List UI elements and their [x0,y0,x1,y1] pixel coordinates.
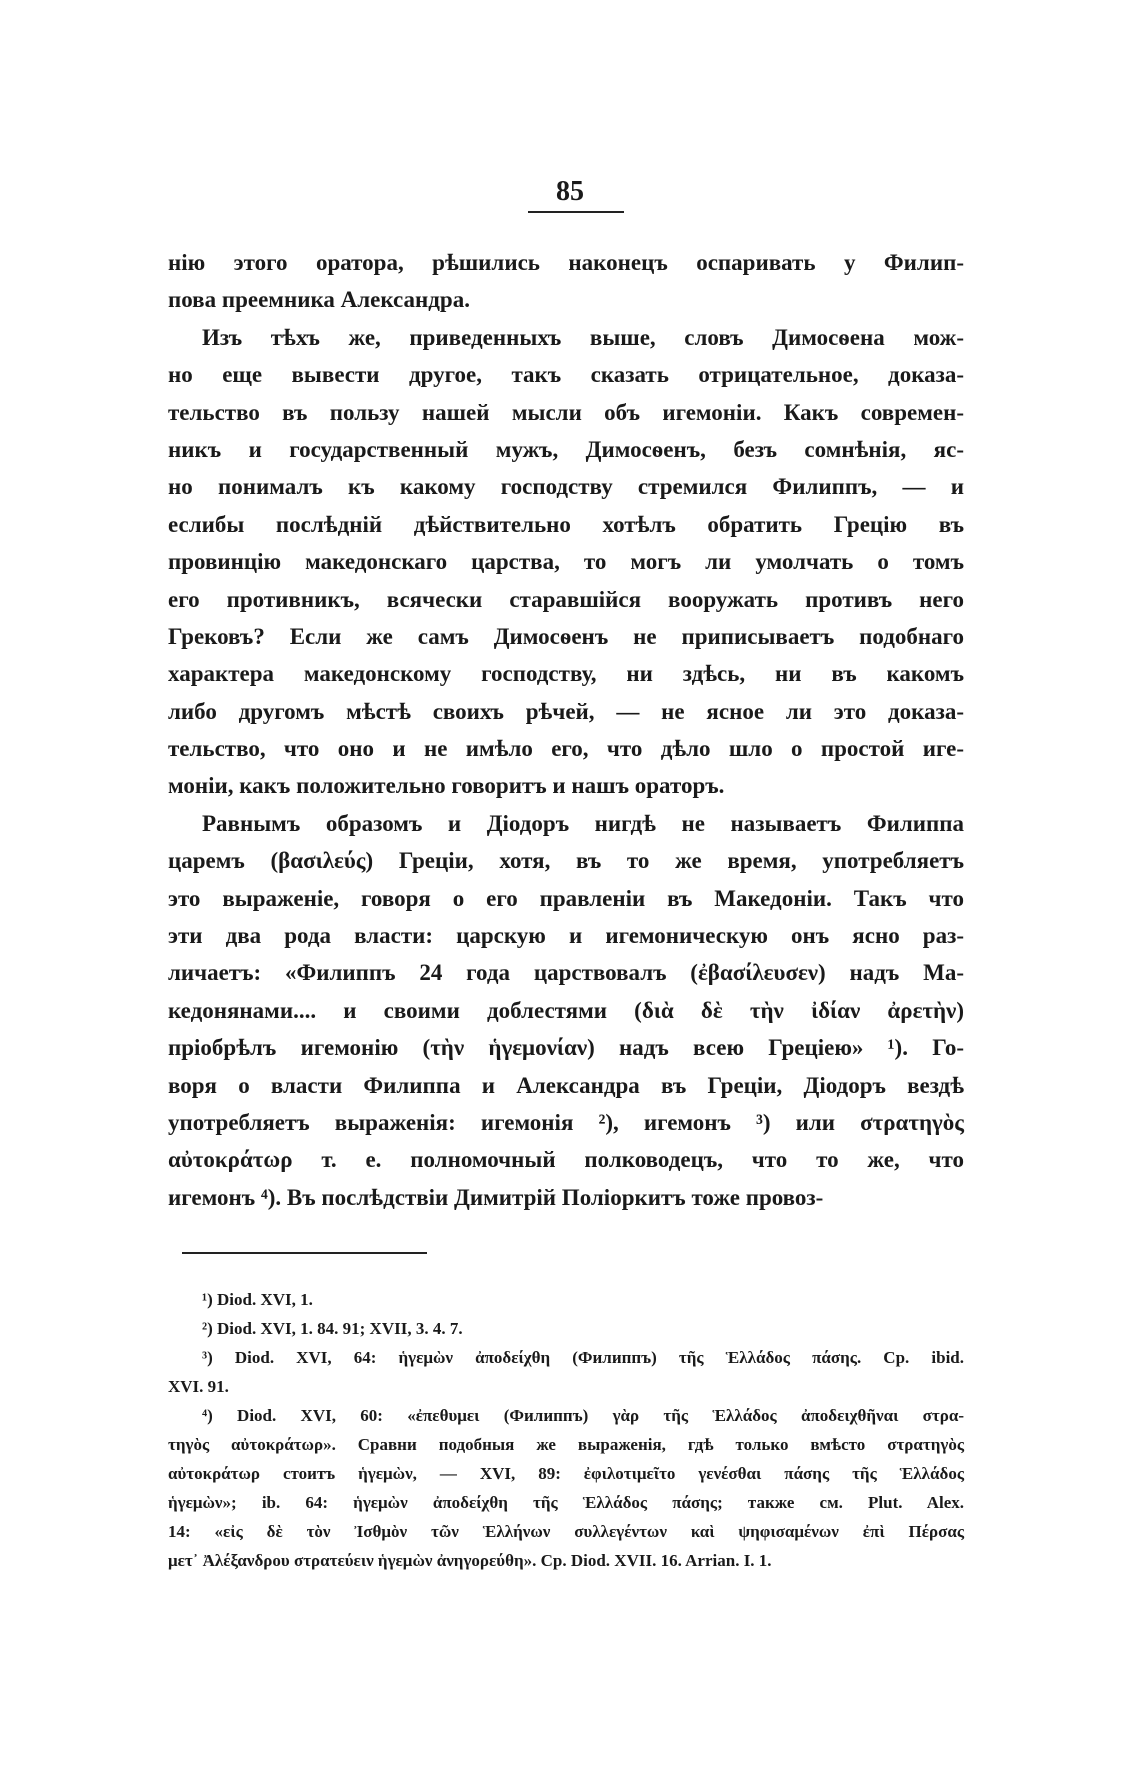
text-line: Равнымъ образомъ и Діодоръ нигдѣ не называетъ Филиппа [202,810,964,836]
text-line: ⁴) Diod. XVI, 60: «ἐπεθυμει (Филиппъ) γὰρ τῆς Ἑλλάδος ἀποδειχθῆναι στρα- [202,1406,964,1425]
text-line: ἡγεμὼν»; ib. 64: ἡγεμὼν ἀποδείχθη τῆς Ἑλλάδος πάσης; также см. Plut. Alex. [168,1493,964,1512]
text-line: Изъ тѣхъ же, приведенныхъ выше, словъ Димосѳена мож- [202,324,964,350]
text-line: кедонянами.... и своими доблестями (διὰ δὲ τὴν ἰδίαν ἀρετὴν) [168,997,964,1023]
text-line: ²) Diod. XVI, 1. 84. 91; XVII, 3. 4. 7. [202,1319,463,1338]
text-line: αὐτοκράτωρ стоитъ ἡγεμὼν, — XVI, 89: ἐφιλοτιμεῖτο γενέσθαι πάσης τῆς Ἑλλάδος [168,1464,964,1483]
text-line: нію этого оратора, рѣшились наконецъ оспаривать у Филип- [168,250,964,275]
text-line: употребляетъ выраженія: игемонія ²), игемонъ ³) или στρατηγὸς [168,1109,964,1135]
text-line: Грековъ? Если же самъ Димосѳенъ не приписываетъ подобнаго [168,623,964,649]
paragraph [168,319,964,805]
text-line: 14: «εἰς δὲ τὸν Ἰσθμὸν τῶν Ἑλλήνων συλλεγέντων καὶ ψηφισαμένων ἐπὶ Πέρσας [168,1522,964,1541]
text-line: αὐτοκράτωρ т. е. полномочный полководецъ, что то же, что [168,1147,964,1173]
text-line: ³) Diod. XVI, 64: ἡγεμὼν ἀποδείχθη (Филиппъ) τῆς Ἑλλάδος πάσης. Ср. ibid. [202,1348,964,1367]
footnote [168,1314,964,1343]
page-number: 85 [556,176,584,207]
text-line: XVI. 91. [168,1377,229,1396]
footnote [168,1343,964,1401]
text-line: игемонъ ⁴). Въ послѣдствіи Димитрій Поліоркитъ тоже провоз- [168,1184,824,1210]
text-line: еслибы послѣдній дѣйствительно хотѣлъ обратить Грецію въ [168,511,964,537]
footnote [168,1401,964,1575]
text-line: это выраженіе, говоря о его правленіи въ Македоніи. Такъ что [168,885,964,911]
text-line: личаетъ: «Филиппъ 24 года царствовалъ (ἐβασίλευσεν) надъ Ма- [168,960,964,986]
text-line: ¹) Diod. XVI, 1. [202,1290,313,1309]
footnote-separator [182,1252,427,1254]
text-line: пріобрѣлъ игемонію (τὴν ἡγεμονίαν) надъ всею Греціею» ¹). Го- [168,1035,964,1061]
text-line: моніи, какъ положительно говоритъ и нашъ ораторъ. [168,773,725,799]
footnotes [168,1285,964,1575]
text-line: тельство въ пользу нашей мысли объ игемоніи. Какъ современ- [168,399,964,425]
text-line: никъ и государственный мужъ, Димосѳенъ, безъ сомнѣнія, яс- [168,436,964,462]
paragraph [168,805,964,1216]
paragraph [168,244,964,319]
text-line: τηγὸς αὐτοκράτωρ». Сравни подобныя же выраженія, гдѣ только вмѣсто στρατηγὸς [168,1435,964,1454]
text-line: тельство, что оно и не имѣло его, что дѣло шло о простой иге- [168,736,964,762]
text-line: но еще вывести другое, такъ сказать отрицательное, доказа- [168,362,964,388]
text-line: μετ᾽ Ἀλέξανδρου στρατεύειν ἡγεμὼν ἀνηγορεύθη». Ср. Diod. XVII. 16. Arrian. I. 1. [168,1551,772,1570]
text-line: его противникъ, всячески старавшійся вооружать противъ него [168,586,964,612]
text-line: пова преемника Александра. [168,287,470,313]
text-line: эти два рода власти: царскую и игемоническую онъ ясно раз- [168,923,964,949]
footnote [168,1285,964,1314]
text-line: но понималъ къ какому господству стремился Филиппъ, — и [168,474,964,500]
page-number-rule [528,211,624,213]
text-line: характера македонскому господству, ни здѣсь, ни въ какомъ [168,661,964,687]
main-text [168,244,964,1216]
text-line: либо другомъ мѣстѣ своихъ рѣчей, — не ясное ли это доказа- [168,698,964,724]
text-line: провинцію македонскаго царства, то могъ ли умолчать о томъ [168,549,964,575]
text-line: царемъ (βασιλεύς) Греціи, хотя, въ то же время, употребляетъ [168,848,964,874]
text-line: воря о власти Филиппа и Александра въ Греціи, Діодоръ вездѣ [168,1072,964,1098]
